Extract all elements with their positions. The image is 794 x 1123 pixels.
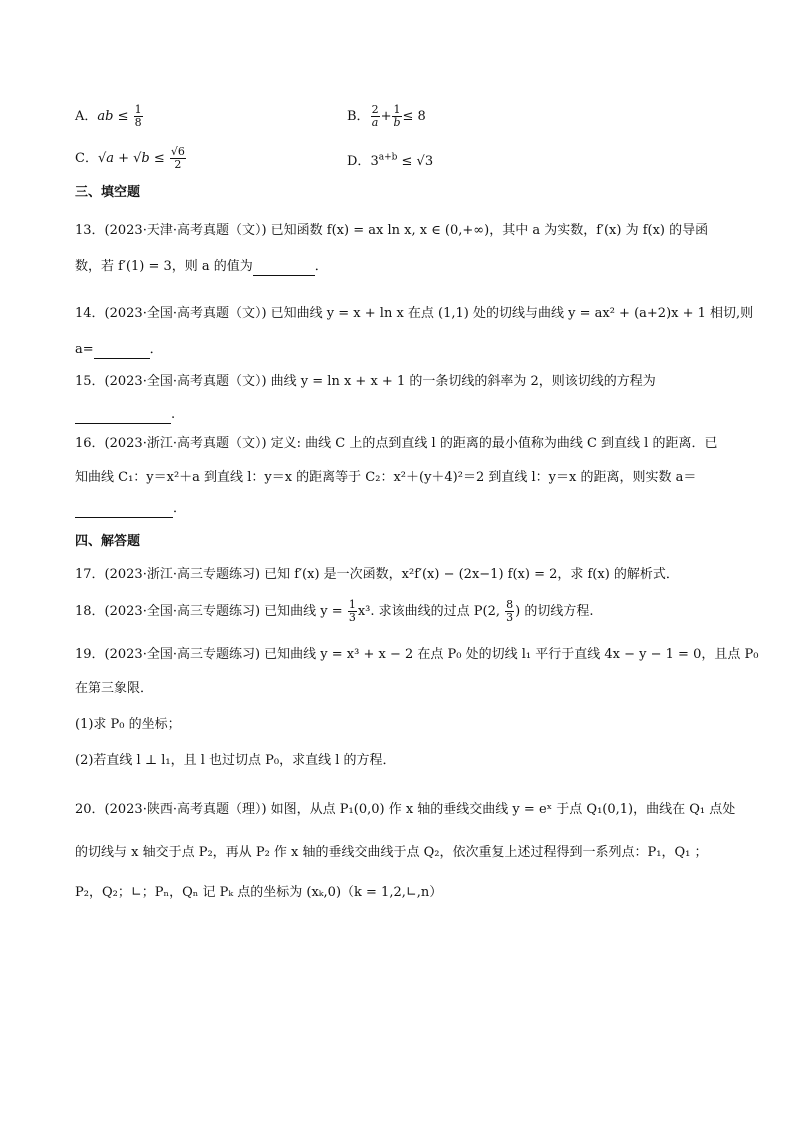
option-b: B． $\frac{2}{a}$ + $\frac{1}{b}$ ≤ 8 (347, 103, 426, 129)
answer-blank (75, 410, 171, 424)
fraction: $\frac{1}{b}$ (393, 103, 401, 129)
question-13-line2: 数，若 f′(1) = 3，则 a 的值为 ． (75, 259, 328, 274)
question-16-line3: ． (75, 500, 186, 518)
option-c: C．√a + √b ≤ $\frac{√6}{2}$ (75, 145, 185, 171)
question-19-sub2: (2)若直线 l ⊥ l₁，且 l 也过切点 P₀，求直线 l 的方程． (75, 753, 396, 768)
question-15-line2: . (75, 406, 175, 424)
fraction: $\frac{2}{a}$ (371, 103, 379, 129)
answer-blank (253, 262, 315, 276)
question-20-line1: 20．(2023·陕西·高考真题（理）) 如图，从点 P₁(0,0) 作 x 轴的垂线交曲线 y = eˣ 于点 Q₁(0,1)，曲线在 Q₁ 点处 (75, 802, 736, 817)
fraction: $\frac{8}{3}$ (506, 598, 514, 624)
section-title-answer: 四、解答题 (75, 534, 141, 549)
fraction: $\frac{√6}{2}$ (170, 145, 185, 171)
question-19-sub1: (1)求 P₀ 的坐标； (75, 717, 181, 732)
question-14-line1: 14．(2023·全国·高考真题（文）) 已知曲线 y = x + ln x 在点 (1,1) 处的切线与曲线 y = ax² + (a+2)x + 1 相切,则 (75, 306, 754, 321)
option-a: A．ab ≤ $\frac{1}{8}$ (75, 103, 142, 129)
fraction: $\frac{1}{3}$ (348, 598, 356, 624)
question-13-line1: 13．(2023·天津·高考真题（文）) 已知函数 f(x) = ax ln x, x ∈ (0,+∞)，其中 a 为实数，f′(x) 为 f(x) 的导函 (75, 223, 709, 238)
fraction: $\frac{1}{8}$ (134, 103, 142, 129)
section-title-fill-blank: 三、填空题 (75, 185, 141, 200)
question-14-line2: a= ． (75, 342, 163, 357)
answer-blank (94, 345, 150, 359)
question-15-line1: 15．(2023·全国·高考真题（文）) 曲线 y = ln x + x + 1 的一条切线的斜率为 2，则该切线的方程为 (75, 374, 656, 389)
question-17: 17．(2023·浙江·高三专题练习) 已知 f′(x) 是一次函数，x²f′(x) − (2x−1) f(x) = 2，求 f(x) 的解析式． (75, 567, 679, 582)
answer-blank (75, 504, 173, 518)
question-19-line2: 在第三象限． (75, 681, 154, 696)
option-d: D．$3^{a+b} \le √3$ (347, 152, 434, 169)
question-19-line1: 19．(2023·全国·高三专题练习) 已知曲线 y = x³ + x − 2 在点 P₀ 处的切线 l₁ 平行于直线 4x − y − 1 = 0，且点 P₀ (75, 647, 759, 662)
question-18: 18．(2023·全国·高三专题练习) 已知曲线 y = $\frac{1}{3}$ x³. 求该曲线的过点 P(2, $\frac{8}{3}$ ) 的切线方程. (75, 598, 594, 624)
question-20-line3: P₂，Q₂；∟；Pₙ，Qₙ 记 Pₖ 点的坐标为 (xₖ,0)（k = 1,2,∟,n） (75, 885, 443, 900)
question-20-line2: 的切线与 x 轴交于点 P₂，再从 P₂ 作 x 轴的垂线交曲线于点 Q₂，依次重复上述过程得到一系列点：P₁，Q₁ ； (75, 845, 708, 860)
question-16-line2: 知曲线 C₁：y＝x²＋a 到直线 l：y＝x 的距离等于 C₂：x²＋(y＋4)²＝2 到直线 l：y＝x 的距离，则实数 a＝ (75, 470, 697, 485)
question-16-line1: 16．(2023·浙江·高考真题（文）) 定义: 曲线 C 上的点到直线 l 的距离的最小值称为曲线 C 到直线 l 的距离．已 (75, 436, 718, 451)
